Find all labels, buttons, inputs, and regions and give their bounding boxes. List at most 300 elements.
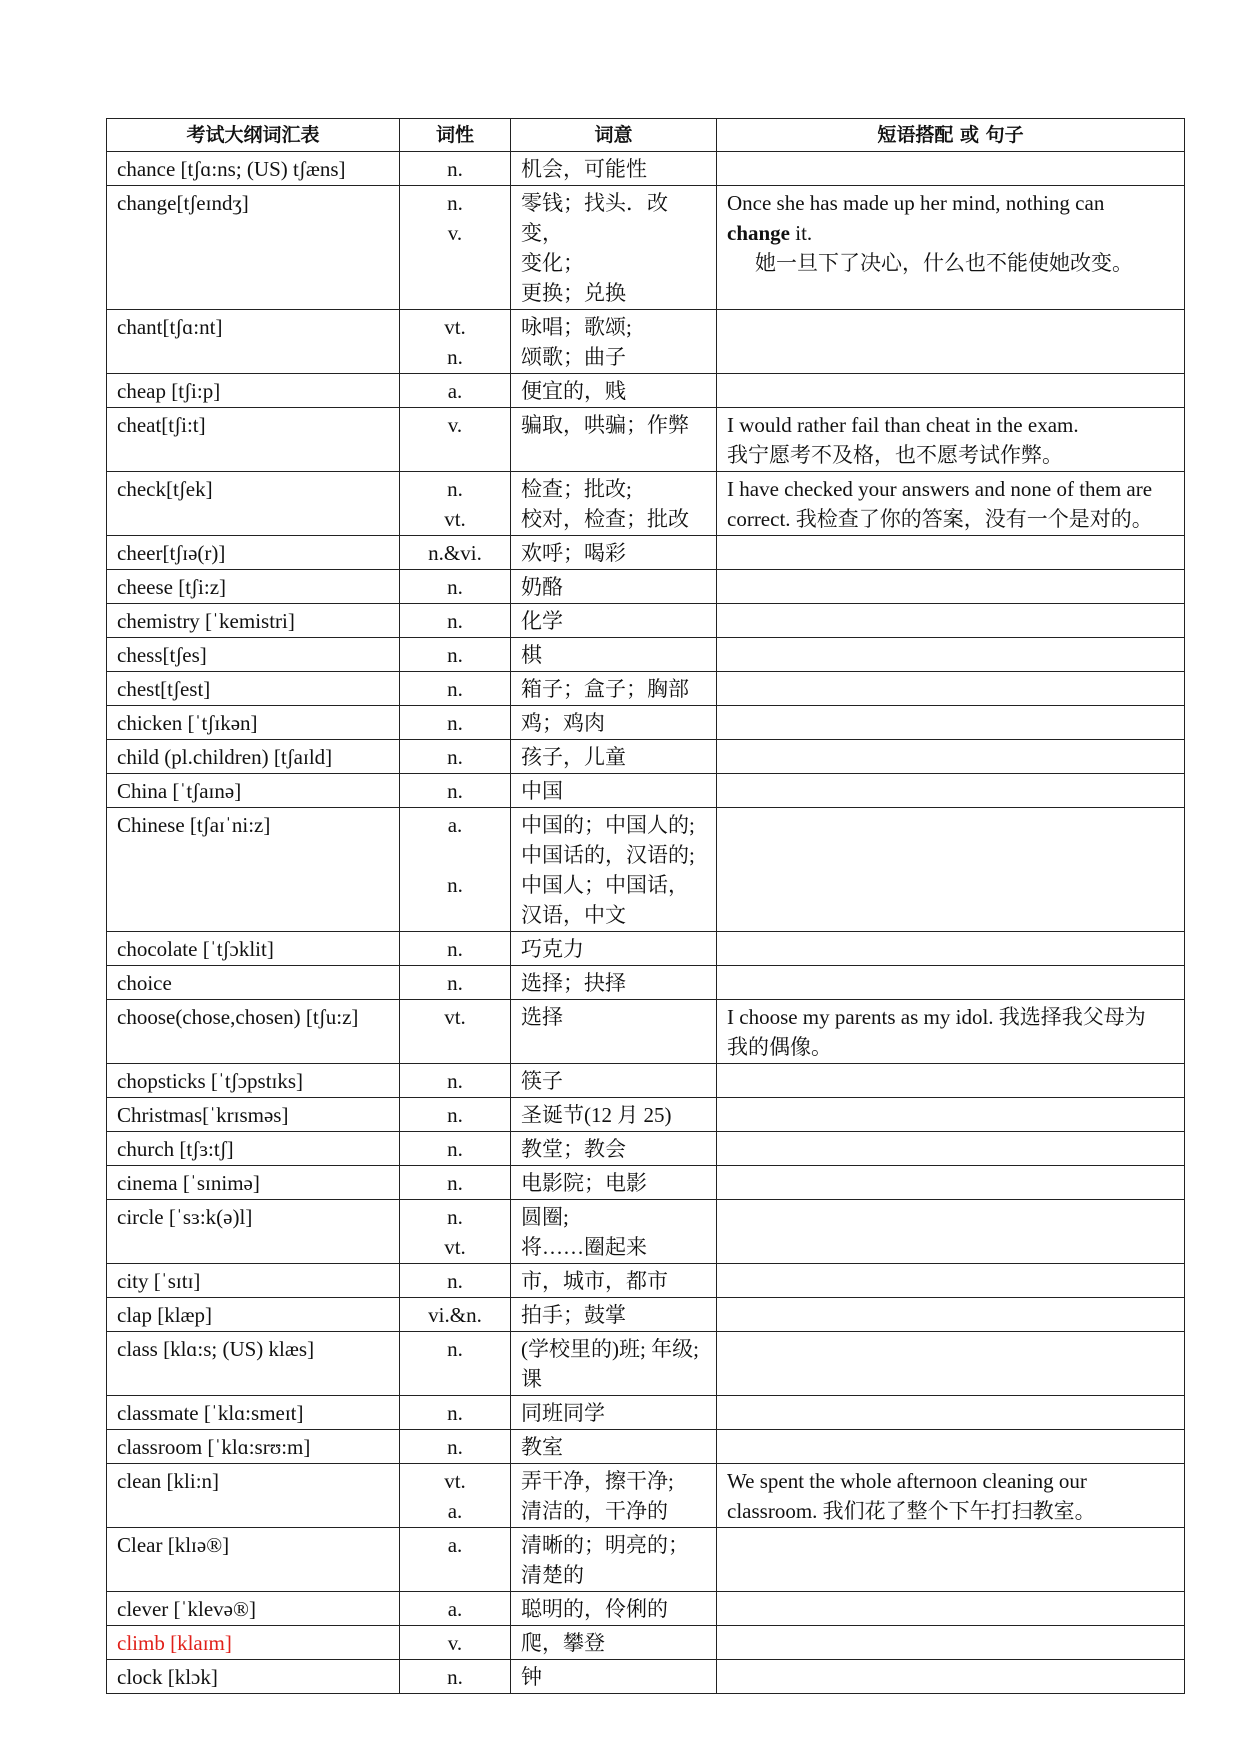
word-cell (107, 740, 400, 774)
word-text: Chinese [tʃaɪˈni:z] (117, 813, 271, 837)
part-of-speech-line: n. (447, 575, 463, 599)
header-part-of-speech: 词性 (400, 119, 511, 152)
part-of-speech-cell (400, 1200, 511, 1264)
part-of-speech-cell (400, 1626, 511, 1660)
part-of-speech-cell (400, 1528, 511, 1592)
example-cell (717, 536, 1185, 570)
vocabulary-table (106, 118, 1185, 1694)
meaning-line: 教堂；教会 (521, 1137, 626, 1161)
part-of-speech-line: n. (447, 971, 463, 995)
example-cell (717, 1200, 1185, 1264)
table-row (107, 638, 1185, 672)
table-row (107, 570, 1185, 604)
bold-keyword: change (727, 221, 790, 245)
part-of-speech-cell (400, 186, 511, 310)
word-cell (107, 1298, 400, 1332)
part-of-speech-line: n. (447, 1103, 463, 1127)
example-line: 我的偶像。 (727, 1035, 832, 1059)
meaning-cell (511, 1332, 717, 1396)
part-of-speech-cell (400, 1264, 511, 1298)
part-of-speech-line: n. (447, 937, 463, 961)
word-text: cheer[tʃɪə(r)] (117, 541, 226, 565)
part-of-speech-cell (400, 1396, 511, 1430)
word-cell (107, 1464, 400, 1528)
part-of-speech-cell (400, 152, 511, 186)
part-of-speech-line: n. (447, 191, 463, 215)
part-of-speech-line: n. (447, 477, 463, 501)
part-of-speech-cell (400, 408, 511, 472)
part-of-speech-line: n. (447, 643, 463, 667)
example-cell (717, 808, 1185, 932)
meaning-cell (511, 310, 717, 374)
part-of-speech-cell (400, 604, 511, 638)
part-of-speech-cell (400, 536, 511, 570)
word-cell (107, 1332, 400, 1396)
word-cell (107, 1264, 400, 1298)
example-line: classroom. 我们花了整个下午打扫教室。 (727, 1499, 1096, 1523)
meaning-line: 奶酪 (521, 575, 563, 599)
word-cell (107, 1098, 400, 1132)
table-row (107, 186, 1185, 310)
table-row (107, 1166, 1185, 1200)
header-meaning: 词意 (511, 119, 717, 152)
table-row (107, 740, 1185, 774)
word-text: chest[tʃest] (117, 677, 211, 701)
example-cell (717, 472, 1185, 536)
word-cell (107, 1430, 400, 1464)
word-cell (107, 672, 400, 706)
example-cell (717, 638, 1185, 672)
word-cell (107, 570, 400, 604)
word-text: class [klɑ:s; (US) klæs] (117, 1337, 315, 1361)
meaning-line: 汉语，中文 (521, 903, 626, 927)
table-row (107, 1592, 1185, 1626)
word-text: cheap [tʃi:p] (117, 379, 221, 403)
word-text: change[tʃeɪndʒ] (117, 191, 249, 215)
meaning-line: 咏唱；歌颂; (521, 315, 632, 339)
header-example: 短语搭配 或 句子 (717, 119, 1185, 152)
meaning-line: 零钱；找头．改变， (521, 191, 668, 245)
table-row (107, 1660, 1185, 1694)
meaning-cell (511, 1396, 717, 1430)
meaning-cell (511, 966, 717, 1000)
word-cell (107, 932, 400, 966)
word-cell (107, 310, 400, 374)
part-of-speech-cell (400, 472, 511, 536)
part-of-speech-cell (400, 1592, 511, 1626)
word-cell (107, 1396, 400, 1430)
table-row (107, 1200, 1185, 1264)
meaning-cell (511, 1132, 717, 1166)
word-text: clap [klæp] (117, 1303, 213, 1327)
word-text: chicken [ˈtʃɪkən] (117, 711, 258, 735)
meaning-line: 聪明的，伶俐的 (521, 1597, 668, 1621)
meaning-cell (511, 1064, 717, 1098)
table-row (107, 1396, 1185, 1430)
part-of-speech-cell (400, 1332, 511, 1396)
example-line: correct. 我检查了你的答案，没有一个是对的。 (727, 507, 1153, 531)
meaning-cell (511, 374, 717, 408)
part-of-speech-line: a. (447, 1499, 463, 1523)
part-of-speech-cell (400, 808, 511, 932)
word-cell (107, 374, 400, 408)
word-text: chemistry [ˈkemistri] (117, 609, 295, 633)
meaning-line: 选择 (521, 1005, 563, 1029)
meaning-line: 中国的；中国人的; (521, 813, 695, 837)
meaning-line: 更换；兑换 (521, 281, 626, 305)
part-of-speech-line: v. (447, 221, 463, 245)
part-of-speech-line: a. (447, 379, 463, 403)
part-of-speech-cell (400, 570, 511, 604)
part-of-speech-line: vi.&n. (428, 1303, 482, 1327)
table-row (107, 1098, 1185, 1132)
word-cell (107, 1592, 400, 1626)
table-row (107, 1528, 1185, 1592)
example-cell (717, 1464, 1185, 1528)
meaning-cell (511, 152, 717, 186)
meaning-line: 清楚的 (521, 1563, 584, 1587)
word-text: choice (117, 971, 172, 995)
header-word: 考试大纲词汇表 (107, 119, 400, 152)
example-cell (717, 152, 1185, 186)
example-cell (717, 408, 1185, 472)
header-row (107, 119, 1185, 152)
example-cell (717, 672, 1185, 706)
meaning-line: 棋 (521, 643, 542, 667)
table-row (107, 932, 1185, 966)
meaning-line: (学校里的)班; 年级; (521, 1337, 699, 1361)
word-text: chant[tʃɑ:nt] (117, 315, 223, 339)
table-row (107, 1430, 1185, 1464)
meaning-line: 爬，攀登 (521, 1631, 605, 1655)
part-of-speech-line: n. (447, 1337, 463, 1361)
meaning-line: 选择；抉择 (521, 971, 626, 995)
part-of-speech-cell (400, 774, 511, 808)
part-of-speech-line: n. (447, 779, 463, 803)
word-text: clean [kli:n] (117, 1469, 220, 1493)
example-cell (717, 1166, 1185, 1200)
word-cell (107, 706, 400, 740)
part-of-speech-line: n. (447, 1205, 463, 1229)
example-line: I would rather fail than cheat in the exam. (727, 413, 1079, 437)
meaning-cell (511, 1098, 717, 1132)
example-cell (717, 740, 1185, 774)
part-of-speech-cell (400, 966, 511, 1000)
example-line: I have checked your answers and none of them are (727, 477, 1153, 501)
word-text: climb [klaɪm] (117, 1631, 232, 1655)
meaning-line: 电影院；电影 (521, 1171, 647, 1195)
part-of-speech-line: n. (447, 711, 463, 735)
example-cell (717, 1626, 1185, 1660)
example-line: change it. (727, 221, 813, 245)
word-cell (107, 966, 400, 1000)
word-cell (107, 1132, 400, 1166)
example-cell (717, 1660, 1185, 1694)
table-row (107, 1332, 1185, 1396)
table-body (107, 152, 1185, 1694)
meaning-line: 孩子，儿童 (521, 745, 626, 769)
meaning-line: 骗取，哄骗；作弊 (521, 413, 689, 437)
part-of-speech-line: v. (447, 413, 463, 437)
word-text: clock [klɔk] (117, 1665, 218, 1689)
part-of-speech-line: a. (447, 1533, 463, 1557)
part-of-speech-cell (400, 310, 511, 374)
word-cell (107, 1064, 400, 1098)
meaning-cell (511, 570, 717, 604)
part-of-speech-cell (400, 1298, 511, 1332)
meaning-cell (511, 1660, 717, 1694)
meaning-line: 欢呼；喝彩 (521, 541, 626, 565)
meaning-cell (511, 536, 717, 570)
meaning-cell (511, 740, 717, 774)
table-row (107, 808, 1185, 932)
part-of-speech-line: vt. (444, 1235, 466, 1259)
word-cell (107, 186, 400, 310)
part-of-speech-line: vt. (444, 1469, 466, 1493)
table-row (107, 408, 1185, 472)
meaning-cell (511, 1592, 717, 1626)
example-line: Once she has made up her mind, nothing can (727, 191, 1105, 215)
table-row (107, 374, 1185, 408)
part-of-speech-line: n. (447, 745, 463, 769)
example-cell (717, 774, 1185, 808)
meaning-line: 筷子 (521, 1069, 563, 1093)
table-row (107, 310, 1185, 374)
meaning-line: 圆圈; (521, 1205, 569, 1229)
part-of-speech-cell (400, 638, 511, 672)
meaning-cell (511, 1166, 717, 1200)
example-line: 我宁愿考不及格，也不愿考试作弊。 (727, 443, 1063, 467)
part-of-speech-line: n. (447, 1401, 463, 1425)
meaning-cell (511, 1430, 717, 1464)
meaning-line: 同班同学 (521, 1401, 605, 1425)
meaning-line: 颂歌；曲子 (521, 345, 626, 369)
table-row (107, 966, 1185, 1000)
table-row (107, 672, 1185, 706)
word-text: child (pl.children) [tʃaɪld] (117, 745, 333, 769)
word-cell (107, 1528, 400, 1592)
meaning-cell (511, 932, 717, 966)
meaning-line: 圣诞节(12 月 25) (521, 1103, 672, 1127)
word-text: circle [ˈsɜ:k(ə)l] (117, 1205, 253, 1229)
part-of-speech-cell (400, 1464, 511, 1528)
meaning-cell (511, 186, 717, 310)
part-of-speech-cell (400, 672, 511, 706)
table-row (107, 706, 1185, 740)
part-of-speech-line: a. (447, 813, 463, 837)
word-text: cinema [ˈsɪnimə] (117, 1171, 260, 1195)
part-of-speech-cell (400, 1098, 511, 1132)
word-text: China [ˈtʃaɪnə] (117, 779, 242, 803)
word-text: city [ˈsɪtɪ] (117, 1269, 201, 1293)
word-text: classroom [ˈklɑ:srʊ:m] (117, 1435, 311, 1459)
word-text: chance [tʃɑ:ns; (US) tʃæns] (117, 157, 346, 181)
word-cell (107, 774, 400, 808)
word-text: choose(chose,chosen) [tʃu:z] (117, 1005, 359, 1029)
example-cell (717, 604, 1185, 638)
meaning-cell (511, 604, 717, 638)
word-cell (107, 1200, 400, 1264)
meaning-line: 弄干净，擦干净; (521, 1469, 674, 1493)
part-of-speech-line: n. (447, 873, 463, 897)
meaning-line: 巧克力 (521, 937, 584, 961)
table-row (107, 1264, 1185, 1298)
word-text: chess[tʃes] (117, 643, 207, 667)
meaning-line: 箱子；盒子；胸部 (521, 677, 689, 701)
meaning-cell (511, 706, 717, 740)
part-of-speech-cell (400, 1064, 511, 1098)
part-of-speech-cell (400, 932, 511, 966)
word-cell (107, 536, 400, 570)
word-cell (107, 472, 400, 536)
part-of-speech-cell (400, 706, 511, 740)
part-of-speech-line: v. (447, 1631, 463, 1655)
part-of-speech-line: a. (447, 1597, 463, 1621)
part-of-speech-line: vt. (444, 507, 466, 531)
word-text: Clear [klɪə®] (117, 1533, 230, 1557)
meaning-line: 市，城市，都市 (521, 1269, 668, 1293)
word-cell (107, 638, 400, 672)
meaning-line: 检查；批改; (521, 477, 632, 501)
word-cell (107, 1626, 400, 1660)
example-cell (717, 1132, 1185, 1166)
word-cell (107, 604, 400, 638)
table-row (107, 1464, 1185, 1528)
meaning-cell (511, 408, 717, 472)
meaning-line: 中国 (521, 779, 563, 803)
meaning-line: 清晰的；明亮的； (521, 1533, 689, 1557)
table-row (107, 604, 1185, 638)
meaning-line: 将……圈起来 (521, 1235, 647, 1259)
word-text: clever [ˈklevə®] (117, 1597, 256, 1621)
meaning-cell (511, 472, 717, 536)
example-cell (717, 570, 1185, 604)
meaning-cell (511, 1528, 717, 1592)
meaning-line: 校对，检查；批改 (521, 507, 689, 531)
example-cell (717, 932, 1185, 966)
part-of-speech-line: n. (447, 1665, 463, 1689)
meaning-cell (511, 672, 717, 706)
example-cell (717, 1064, 1185, 1098)
table-row (107, 774, 1185, 808)
meaning-cell (511, 808, 717, 932)
meaning-line: 钟 (521, 1665, 542, 1689)
meaning-cell (511, 638, 717, 672)
meaning-cell (511, 1298, 717, 1332)
meaning-line: 机会，可能性 (521, 157, 647, 181)
example-cell (717, 1528, 1185, 1592)
part-of-speech-line: n. (447, 1269, 463, 1293)
word-text: check[tʃek] (117, 477, 213, 501)
example-cell (717, 706, 1185, 740)
meaning-line: 化学 (521, 609, 563, 633)
meaning-cell (511, 1264, 717, 1298)
table-row (107, 1298, 1185, 1332)
part-of-speech-cell (400, 1660, 511, 1694)
part-of-speech-line: n. (447, 677, 463, 701)
word-text: Christmas[ˈkrɪsməs] (117, 1103, 289, 1127)
word-cell (107, 152, 400, 186)
example-cell (717, 1396, 1185, 1430)
example-cell (717, 374, 1185, 408)
example-cell (717, 186, 1185, 310)
part-of-speech-line: n. (447, 1137, 463, 1161)
part-of-speech-cell (400, 1132, 511, 1166)
part-of-speech-line: n. (447, 1069, 463, 1093)
word-cell (107, 408, 400, 472)
part-of-speech-line: vt. (444, 315, 466, 339)
part-of-speech-line: n. (447, 609, 463, 633)
table-row (107, 152, 1185, 186)
part-of-speech-line: vt. (444, 1005, 466, 1029)
example-cell (717, 1592, 1185, 1626)
example-cell (717, 310, 1185, 374)
meaning-cell (511, 1464, 717, 1528)
meaning-line: 教室 (521, 1435, 563, 1459)
part-of-speech-line: n. (447, 1435, 463, 1459)
example-cell (717, 966, 1185, 1000)
word-cell (107, 1660, 400, 1694)
part-of-speech-line: n. (447, 157, 463, 181)
meaning-line: 清洁的，干净的 (521, 1499, 668, 1523)
meaning-line: 变化； (521, 251, 584, 275)
example-cell (717, 1298, 1185, 1332)
table-row (107, 1626, 1185, 1660)
word-cell (107, 808, 400, 932)
part-of-speech-line (410, 840, 500, 870)
meaning-line: 课 (521, 1367, 542, 1391)
meaning-cell (511, 1626, 717, 1660)
meaning-line: 中国话的，汉语的; (521, 843, 695, 867)
part-of-speech-cell (400, 740, 511, 774)
part-of-speech-line: n.&vi. (428, 541, 482, 565)
meaning-cell (511, 774, 717, 808)
table-row (107, 1064, 1185, 1098)
meaning-line: 便宜的，贱 (521, 379, 626, 403)
word-text: cheese [tʃi:z] (117, 575, 227, 599)
word-cell (107, 1000, 400, 1064)
word-text: cheat[tʃi:t] (117, 413, 206, 437)
meaning-line: 鸡；鸡肉 (521, 711, 605, 735)
example-line: I choose my parents as my idol. 我选择我父母为 (727, 1005, 1146, 1029)
meaning-cell (511, 1000, 717, 1064)
meaning-line: 拍手；鼓掌 (521, 1303, 626, 1327)
word-text: church [tʃɜ:tʃ] (117, 1137, 234, 1161)
table-row (107, 1132, 1185, 1166)
table-row (107, 1000, 1185, 1064)
table-row (107, 472, 1185, 536)
word-cell (107, 1166, 400, 1200)
word-text: chocolate [ˈtʃɔklit] (117, 937, 274, 961)
meaning-line: 中国人；中国话， (521, 873, 689, 897)
table-row (107, 536, 1185, 570)
example-line: 她一旦下了决心，什么也不能使她改变。 (755, 251, 1133, 275)
part-of-speech-cell (400, 374, 511, 408)
example-cell (717, 1264, 1185, 1298)
word-text: chopsticks [ˈtʃɔpstɪks] (117, 1069, 304, 1093)
example-cell (717, 1332, 1185, 1396)
part-of-speech-cell (400, 1000, 511, 1064)
example-line: We spent the whole afternoon cleaning our (727, 1469, 1087, 1493)
example-cell (717, 1098, 1185, 1132)
part-of-speech-line: n. (447, 345, 463, 369)
example-cell (717, 1000, 1185, 1064)
part-of-speech-cell (400, 1166, 511, 1200)
word-text: classmate [ˈklɑ:smeɪt] (117, 1401, 304, 1425)
example-cell (717, 1430, 1185, 1464)
meaning-cell (511, 1200, 717, 1264)
table-header (107, 119, 1185, 152)
